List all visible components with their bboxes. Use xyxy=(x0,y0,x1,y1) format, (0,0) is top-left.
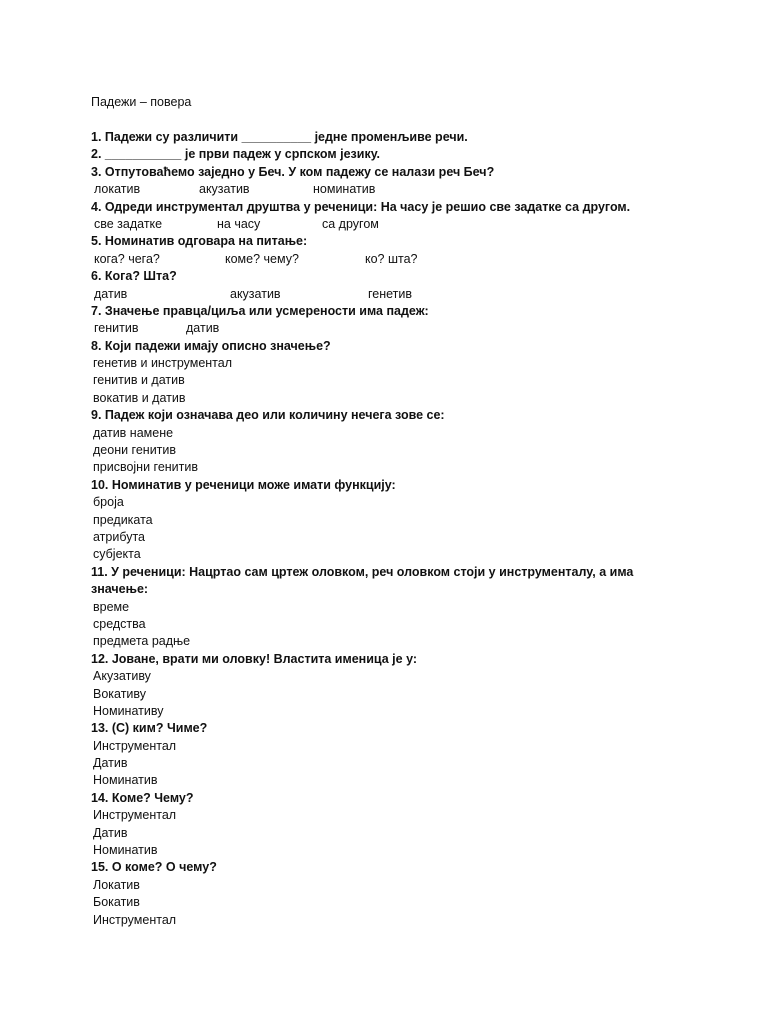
question-11: 11. У реченици: Нацртао сам цртеж оловком, реч оловком стоји у инструменталу, а има значење: xyxy=(91,564,634,597)
option: акузатив xyxy=(199,182,250,197)
option: датив xyxy=(186,321,220,336)
option: Инструментал xyxy=(93,738,177,753)
option: вокатив и датив xyxy=(93,390,186,405)
option: кога? чега? xyxy=(94,251,160,266)
question-6: 6. Кога? Шта? xyxy=(91,269,177,284)
question-3: 3. Отпутоваћемо заједно у Беч. У ком падежу се налази реч Беч? xyxy=(91,164,495,179)
question-4: 4. Одреди инструментал друштва у реченици: На часу је решио све задатке са другом. xyxy=(91,199,631,214)
option: све задатке xyxy=(94,216,163,231)
options-row-4 xyxy=(91,216,711,233)
document-title: Падежи – повера xyxy=(91,95,192,109)
question-5: 5. Номинатив одговара на питање: xyxy=(91,234,308,249)
option: Датив xyxy=(93,825,128,840)
option: субјекта xyxy=(93,547,141,562)
option: предмета радње xyxy=(93,634,191,649)
question-13: 13. (С) ким? Чиме? xyxy=(91,721,208,736)
option: Акузативу xyxy=(93,669,151,684)
option: генитив и датив xyxy=(93,373,185,388)
option: Номинатив xyxy=(93,843,158,858)
option: генитив xyxy=(94,321,139,336)
option: локатив xyxy=(94,182,141,197)
option: броја xyxy=(93,495,124,510)
question-15: 15. О коме? О чему? xyxy=(91,860,217,875)
option: време xyxy=(93,599,130,614)
question-12: 12. Јоване, врати ми оловку! Властита именица је у: xyxy=(91,651,418,666)
option: Бокатив xyxy=(93,895,140,910)
option: ко? шта? xyxy=(365,251,418,266)
option: Вокативу xyxy=(93,686,147,701)
option: генетив и инструментал xyxy=(93,356,233,371)
option: предиката xyxy=(93,512,153,527)
option: Номинатив xyxy=(93,773,158,788)
question-10: 10. Номинатив у реченици може имати функцију: xyxy=(91,477,396,492)
option: Локатив xyxy=(93,877,140,892)
options-row-7 xyxy=(91,320,711,337)
option: средства xyxy=(93,616,146,631)
question-7: 7. Значење правца/циља или усмерености има падеж: xyxy=(91,303,429,318)
question-14: 14. Коме? Чему? xyxy=(91,790,194,805)
option: коме? чему? xyxy=(225,251,299,266)
question-8: 8. Који падежи имају описно значење? xyxy=(91,338,331,353)
option: атрибута xyxy=(93,529,146,544)
question-2: 2. ___________ је први падеж у српском језику. xyxy=(91,147,381,162)
option: Номинативу xyxy=(93,703,164,718)
option: акузатив xyxy=(230,286,281,301)
option: датив xyxy=(94,286,128,301)
option: датив намене xyxy=(93,425,174,440)
options-row-5 xyxy=(91,251,711,268)
option: номинатив xyxy=(313,182,376,197)
option: Датив xyxy=(93,756,128,771)
option: присвојни генитив xyxy=(93,460,199,475)
option: са другом xyxy=(322,216,379,231)
question-1: 1. Падежи су различити __________ једне променљиве речи. xyxy=(91,130,468,144)
option: на часу xyxy=(217,216,261,231)
option: генетив xyxy=(368,286,413,301)
option: деони генитив xyxy=(93,443,177,458)
option: Инструментал xyxy=(93,808,177,823)
quiz xyxy=(91,129,711,929)
options-row-3 xyxy=(91,181,711,198)
option: Инструментал xyxy=(93,912,177,927)
options-row-6 xyxy=(91,286,711,303)
question-9: 9. Падеж који означава део или количину нечега зове се: xyxy=(91,408,445,423)
